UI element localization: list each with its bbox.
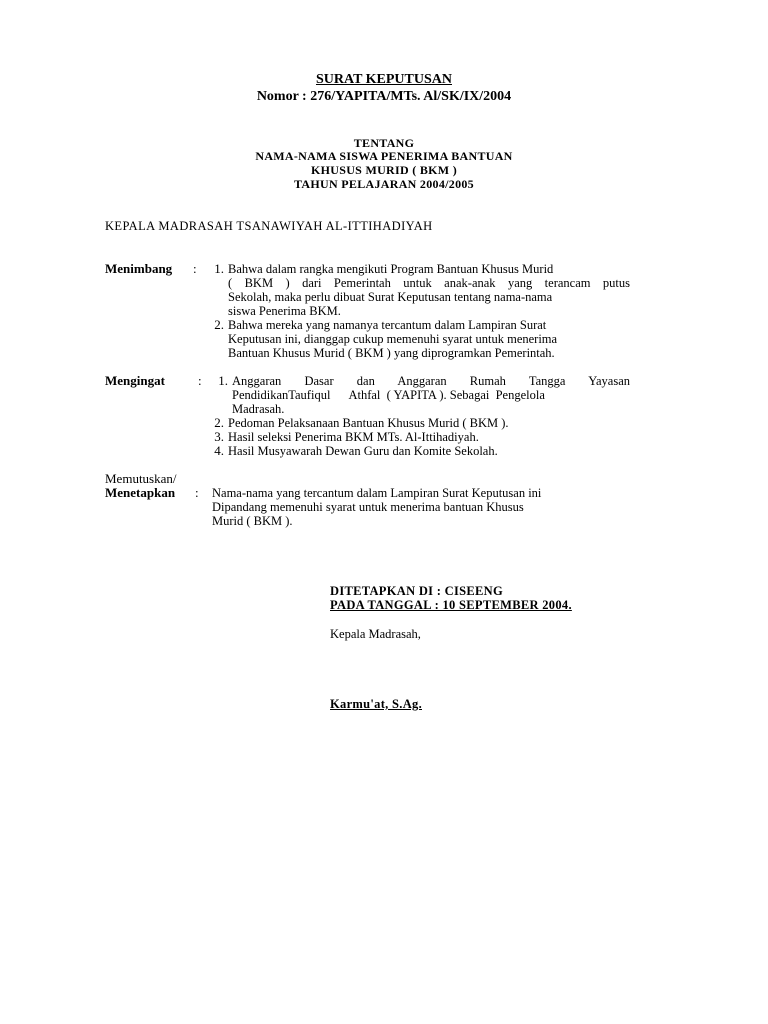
mengingat-item-4-number: 4. [214, 443, 224, 458]
menimbang-item-2-line-2: Keputusan ini, dianggap cukup memenuhi syarat untuk menerima [228, 332, 558, 346]
menimbang-item-2-line-3: Bantuan Khusus Murid ( BKM ) yang diprogramkan Pemerintah. [228, 346, 555, 360]
mengingat-item-1-number: 1. [218, 373, 228, 388]
menetapkan-label: Menetapkan [105, 485, 176, 500]
menimbang-item-2-number: 2. [214, 317, 224, 332]
menimbang-colon: : [193, 261, 197, 276]
mengingat-item-3-number: 3. [214, 429, 224, 444]
mengingat-colon: : [198, 373, 202, 388]
menimbang-item-1-line-1: Bahwa dalam rangka mengikuti Program Bantuan Khusus Murid [228, 262, 554, 276]
mengingat-item-3-text: Hasil seleksi Penerima BKM MTs. Al-Ittihadiyah. [228, 430, 479, 444]
memutuskan-label: Memutuskan/ [105, 471, 177, 486]
mengingat-item-1-line-2: PendidikanTaufiqul Athfal ( YAPITA ). Sebagai Pengelola [232, 388, 545, 402]
menimbang-item-1-number: 1. [214, 261, 224, 276]
menimbang-item-1-line-2: ( BKM ) dari Pemerintah untuk anak-anak yang terancam putus [228, 276, 630, 290]
menimbang-item-1-line-3: Sekolah, maka perlu dibuat Surat Keputusan tentang nama-nama [228, 290, 553, 304]
mengingat-label: Mengingat [105, 373, 165, 388]
menetapkan-line-2: Dipandang memenuhi syarat untuk menerima bantuan Khusus [212, 500, 524, 514]
subject-line-1: TENTANG [353, 136, 415, 150]
mengingat-item-4-text: Hasil Musyawarah Dewan Guru dan Komite Sekolah. [228, 444, 498, 458]
menimbang-item-2-text [228, 318, 630, 360]
menetapkan-line-1: Nama-nama yang tercantum dalam Lampiran Surat Keputusan ini [212, 486, 542, 500]
signature-name: Karmu'at, S.Ag. [330, 697, 422, 711]
mengingat-item-2-text: Pedoman Pelaksanaan Bantuan Khusus Murid ( BKM ). [228, 416, 509, 430]
mengingat-item-2-number: 2. [214, 415, 224, 430]
document-title: SURAT KEPUTUSAN [315, 72, 452, 87]
menimbang-item-1-line-4: siswa Penerima BKM. [228, 304, 341, 318]
document-number: Nomor : 276/YAPITA/MTs. Al/SK/IX/2004 [256, 89, 512, 104]
issuer-heading: KEPALA MADRASAH TSANAWIYAH AL-ITTIHADIYAH [105, 219, 433, 233]
menimbang-label: Menimbang [105, 261, 173, 276]
mengingat-item-1-line-3: Madrasah. [232, 402, 285, 416]
mengingat-item-1-line-1: Anggaran Dasar dan Anggaran Rumah Tangga Yayasan [232, 374, 630, 388]
menimbang-item-2-line-1: Bahwa mereka yang namanya tercantum dalam Lampiran Surat [228, 318, 547, 332]
menetapkan-text [212, 486, 615, 528]
menimbang-item-1-text [228, 262, 630, 318]
mengingat-item-1-text [232, 374, 630, 416]
menetapkan-line-3: Murid ( BKM ). [212, 514, 293, 528]
subject-line-2: NAMA-NAMA SISWA PENERIMA BANTUAN [255, 149, 513, 163]
signature-position: Kepala Madrasah, [330, 627, 421, 641]
subject-line-3: KHUSUS MURID ( BKM ) [311, 163, 457, 177]
signature-place: DITETAPKAN DI : CISEENG [330, 584, 504, 598]
subject-line-4: TAHUN PELAJARAN 2004/2005 [294, 177, 474, 191]
signature-date: PADA TANGGAL : 10 SEPTEMBER 2004. [330, 598, 572, 612]
menetapkan-colon: : [195, 485, 199, 500]
